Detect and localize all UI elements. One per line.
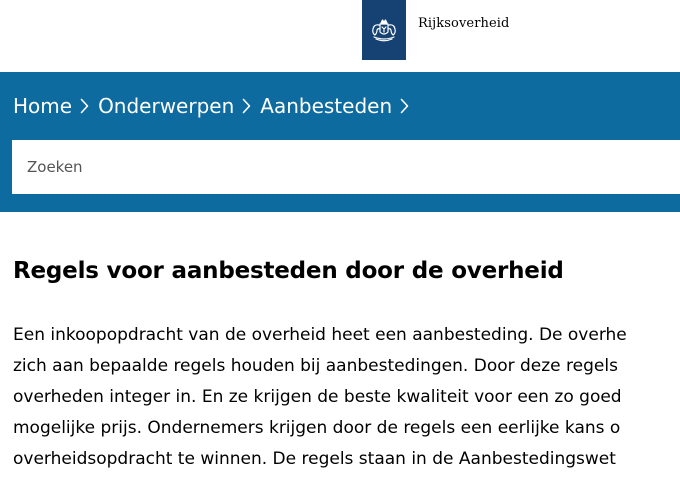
chevron-right-icon bbox=[400, 92, 414, 120]
intro-line: Een inkoopopdracht van de overheid heet een aanbesteding. De overhe bbox=[13, 325, 627, 345]
breadcrumb-onderwerpen[interactable]: Onderwerpen bbox=[98, 94, 235, 118]
page-title: Regels voor aanbesteden door de overheid bbox=[13, 258, 564, 284]
search-input[interactable] bbox=[12, 140, 680, 194]
breadcrumb bbox=[13, 92, 418, 120]
intro-line: zich aan bepaalde regels houden bij aanbestedingen. Door deze regels bbox=[13, 356, 618, 376]
breadcrumb-home[interactable]: Home bbox=[13, 94, 73, 118]
intro-line: mogelijke prijs. Ondernemers krijgen door de regels een eerlijke kans o bbox=[13, 418, 621, 438]
intro-line: overheden integer in. En ze krijgen de beste kwaliteit voor een zo goed bbox=[13, 387, 622, 407]
chevron-right-icon bbox=[80, 92, 94, 120]
site-header bbox=[0, 0, 680, 72]
rijksoverheid-logo-link[interactable] bbox=[362, 0, 406, 60]
intro-line: overheidsopdracht te winnen. De regels staan in de Aanbestedingswet bbox=[13, 449, 616, 469]
breadcrumb-aanbesteden[interactable]: Aanbesteden bbox=[260, 94, 393, 118]
brand-name: Rijksoverheid bbox=[418, 16, 510, 31]
chevron-right-icon bbox=[242, 92, 256, 120]
intro-paragraph bbox=[13, 320, 680, 475]
coat-of-arms-icon bbox=[368, 17, 400, 43]
